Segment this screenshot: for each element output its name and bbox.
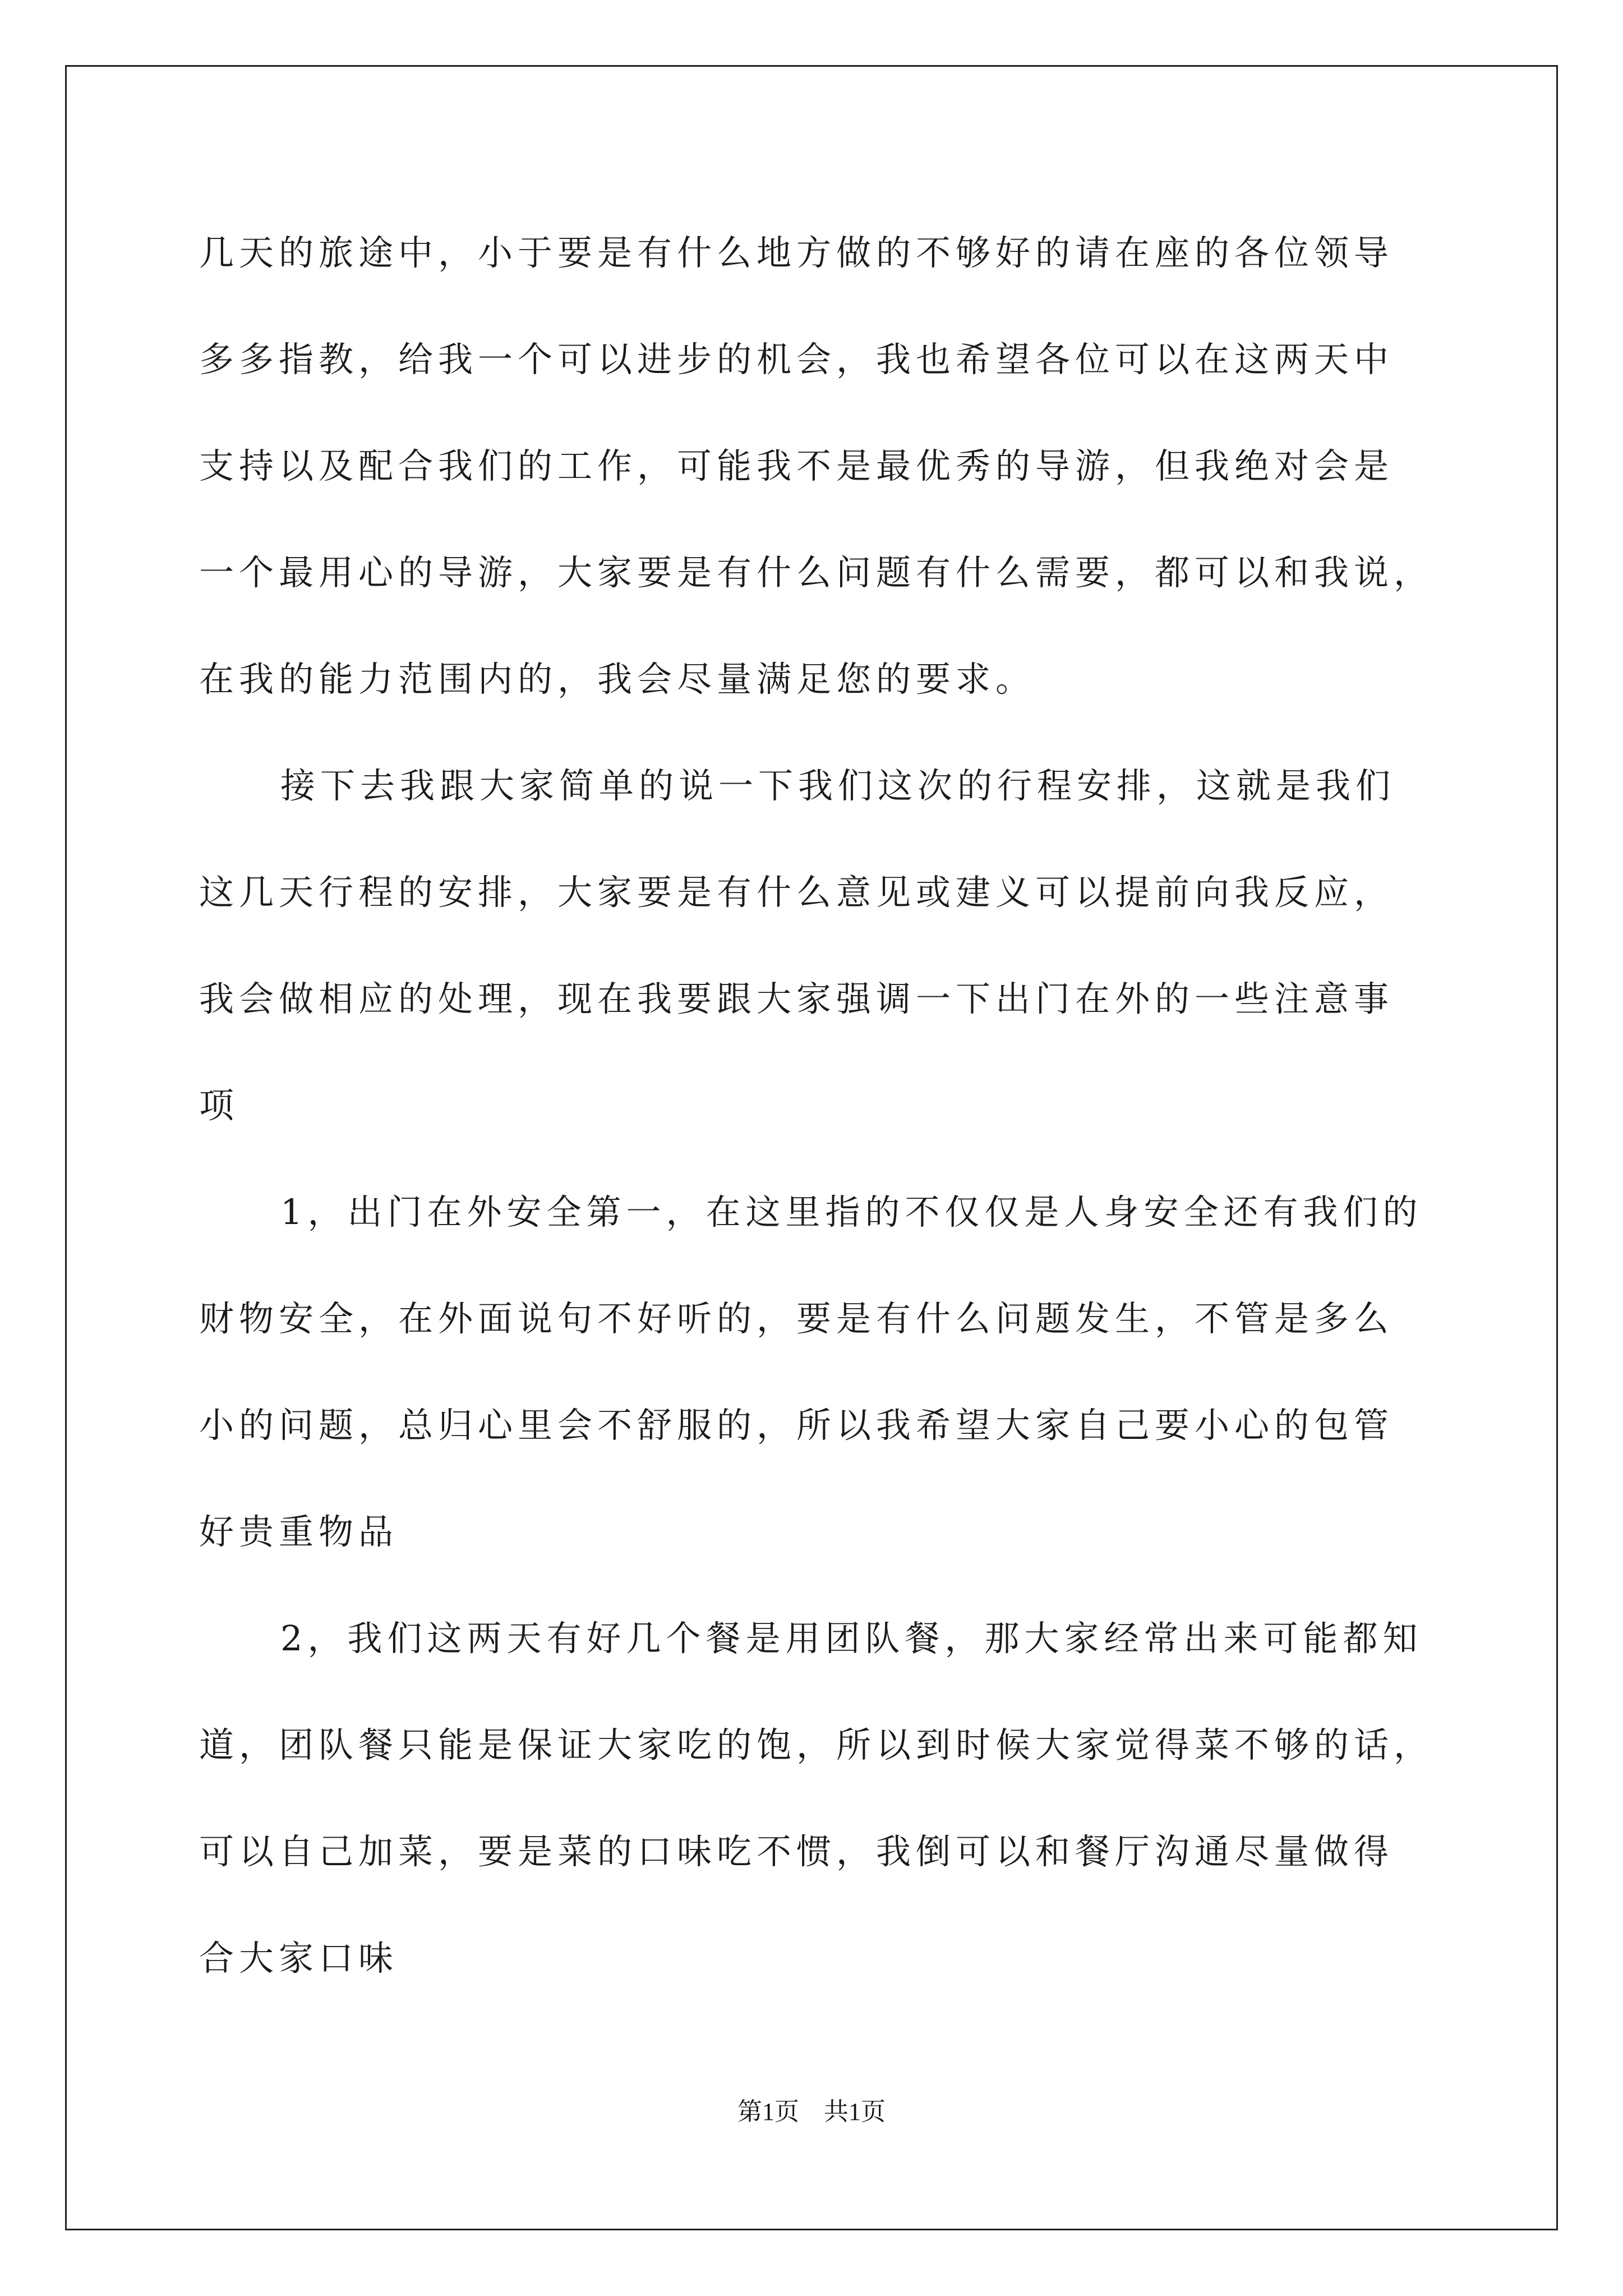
text-line: 在我的能力范围内的，我会尽量满足您的要求。 <box>199 659 1036 700</box>
page-total: 共1页 <box>824 2098 886 2125</box>
text-line: 财物安全，在外面说句不好听的，要是有什么问题发生，不管是多么 <box>199 1298 1394 1339</box>
paragraph-first-line: 1，出门在外安全第一，在这里指的不仅仅是人身安全还有我们的 <box>280 1191 1423 1232</box>
text-line: 支持以及配合我们的工作，可能我不是最优秀的导游，但我绝对会是 <box>199 445 1394 486</box>
text-line: 道，团队餐只能是保证大家吃的饱，所以到时候大家觉得菜不够的话， <box>199 1724 1434 1765</box>
document-body <box>199 200 1450 2012</box>
text-line: 一个最用心的导游，大家要是有什么问题有什么需要，都可以和我说， <box>199 552 1434 593</box>
page-number: 第1页 <box>737 2098 799 2125</box>
text-line: 可以自己加菜，要是菜的口味吃不惯，我倒可以和餐厅沟通尽量做得 <box>199 1831 1394 1872</box>
text-line: 好贵重物品 <box>199 1511 399 1552</box>
text-line: 多多指教，给我一个可以进步的机会，我也希望各位可以在这两天中 <box>199 339 1394 380</box>
text-line: 几天的旅途中，小于要是有什么地方做的不够好的请在座的各位领导 <box>199 232 1394 273</box>
text-line: 我会做相应的处理，现在我要跟大家强调一下出门在外的一些注意事 <box>199 978 1394 1019</box>
text-line: 小的问题，总归心里会不舒服的，所以我希望大家自己要小心的包管 <box>199 1405 1394 1446</box>
page-footer <box>0 2095 1623 2129</box>
paragraph-first-line: 接下去我跟大家简单的说一下我们这次的行程安排，这就是我们 <box>280 765 1396 806</box>
paragraph-first-line: 2，我们这两天有好几个餐是用团队餐，那大家经常出来可能都知 <box>280 1618 1423 1659</box>
text-line: 这几天行程的安排，大家要是有什么意见或建义可以提前向我反应， <box>199 872 1394 913</box>
text-line: 合大家口味 <box>199 1938 399 1978</box>
text-line: 项 <box>199 1085 239 1126</box>
